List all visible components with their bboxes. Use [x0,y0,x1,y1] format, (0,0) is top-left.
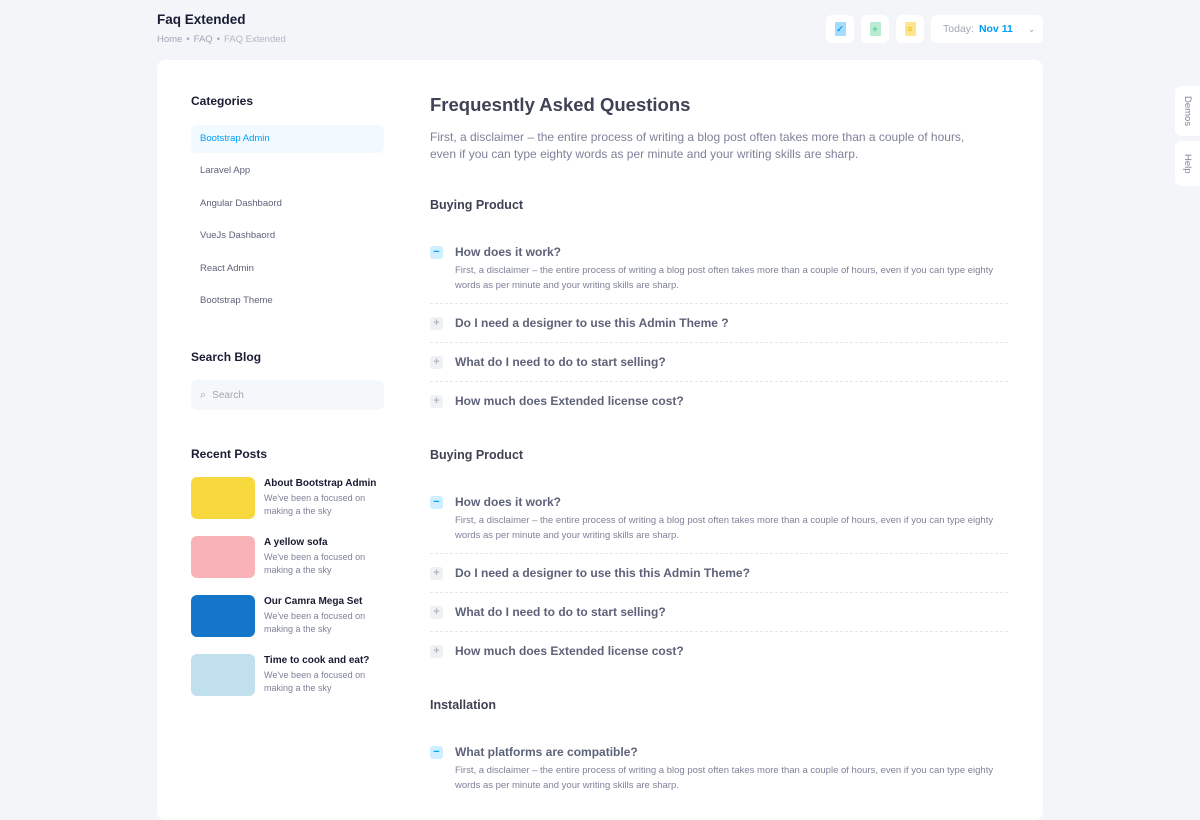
plus-icon: + [430,317,443,330]
category-item[interactable]: VueJs Dashbaord [200,230,276,242]
post-desc: We've been a focused on making a the sky [264,670,366,693]
recent-post[interactable] [191,595,374,637]
search-input[interactable] [191,380,384,410]
plus-icon: + [430,606,443,619]
post-desc: We've been a focused on making a the sky [264,611,366,634]
post-thumbnail[interactable] [191,654,255,696]
faq-card [157,60,1043,820]
categories-title: Categories [191,94,254,108]
faq-question-toggle[interactable] [430,632,1008,670]
faq-question-toggle[interactable] [430,593,1008,631]
file-check-icon: ✓ [836,24,844,34]
faq-item [430,554,1008,593]
chevron-down-icon: ⌄ [1027,23,1036,34]
post-desc: We've been a focused on making a the sky [264,493,366,516]
faq-section [430,198,1008,420]
faq-question-toggle[interactable] [430,343,1008,381]
faq-question-toggle[interactable] [430,304,1008,342]
date-picker[interactable] [931,15,1043,43]
section-title: Installation [430,698,496,712]
category-item[interactable]: React Admin [200,262,254,274]
file-text-button[interactable] [896,15,924,43]
recent-posts-title: Recent Posts [191,447,268,461]
minus-icon: − [430,246,443,259]
search-blog-title: Search Blog [191,350,262,364]
faq-question: How does it work? [455,495,562,509]
faq-title: Frequesntly Asked Questions [430,94,691,115]
faq-question-toggle[interactable] [430,554,1008,592]
post-thumbnail[interactable] [191,595,255,637]
file-add-button[interactable] [861,15,889,43]
faq-question: Do I need a designer to use this Admin Theme ? [455,316,729,330]
post-desc: We've been a focused on making a the sky [264,552,366,575]
faq-question: How much does Extended license cost? [455,644,684,658]
faq-item [430,343,1008,382]
post-thumbnail[interactable] [191,477,255,519]
section-title: Buying Product [430,198,524,212]
breadcrumb-home[interactable]: Home [157,34,183,45]
breadcrumb-faq[interactable]: FAQ [193,34,213,45]
post-title[interactable]: Time to cook and eat? [264,655,370,666]
faq-section [430,448,1008,670]
category-item[interactable]: Bootstrap Theme [200,295,273,306]
plus-icon: + [430,356,443,369]
faq-item [430,593,1008,632]
date-value: Nov 11 [978,23,1013,35]
category-item[interactable]: Angular Dashbaord [200,197,282,209]
plus-icon: + [430,567,443,580]
recent-post[interactable] [191,477,376,519]
faq-item [430,382,1008,420]
file-check-button[interactable] [826,15,854,43]
faq-answer: First, a disclaimer – the entire process of writing a blog post often takes more than a couple of hours, even if you can type eighty words as per minute and your writing skills are sharp. [455,265,994,291]
plus-icon: + [430,645,443,658]
faq-question: How does it work? [455,245,562,259]
category-item[interactable]: Bootstrap Admin [191,125,384,153]
faq-item [430,733,1008,803]
faq-answer: First, a disclaimer – the entire process of writing a blog post often takes more than a couple of hours, even if you can type eighty words as per minute and your writing skills are sharp. [455,515,994,541]
section-title: Buying Product [430,448,524,462]
faq-item [430,304,1008,343]
faq-intro: First, a disclaimer – the entire process of writing a blog post often takes more than a couple of hours, even if you can type eighty words as per minute and your writing skills are sharp. [430,130,965,161]
faq-question: What platforms are compatible? [455,745,638,759]
post-title[interactable]: Our Camra Mega Set [264,596,363,607]
minus-icon: − [430,746,443,759]
recent-post[interactable] [191,536,374,578]
faq-question: What do I need to do to start selling? [455,355,666,369]
faq-item [430,483,1008,554]
help-tab[interactable]: Help [1175,141,1200,186]
search-icon: ⌕ [200,388,207,401]
faq-item [430,632,1008,670]
post-title[interactable]: A yellow sofa [264,537,328,548]
faq-question-toggle[interactable] [430,382,1008,420]
page-title: Faq Extended [157,12,246,27]
file-text-icon: ≡ [905,22,916,36]
faq-item [430,233,1008,304]
faq-question: Do I need a designer to use this this Admin Theme? [455,566,750,580]
search-placeholder: Search [212,389,244,401]
category-item[interactable]: Laravel App [200,165,251,177]
breadcrumb: Home • FAQ • FAQ Extended [157,34,286,45]
recent-post[interactable] [191,654,374,696]
demos-tab[interactable]: Demos [1175,86,1200,136]
file-add-icon: + [870,22,881,36]
faq-question: What do I need to do to start selling? [455,605,666,619]
post-title[interactable]: About Bootstrap Admin [264,478,377,489]
faq-answer: First, a disclaimer – the entire process of writing a blog post often takes more than a couple of hours, even if you can type eighty words as per minute and your writing skills are sharp. [455,765,994,791]
minus-icon: − [430,496,443,509]
plus-icon: + [430,395,443,408]
faq-question: How much does Extended license cost? [455,394,684,408]
post-thumbnail[interactable] [191,536,255,578]
date-label: Today: [943,23,974,35]
faq-section [430,698,1008,803]
breadcrumb-current: FAQ Extended [224,34,286,45]
